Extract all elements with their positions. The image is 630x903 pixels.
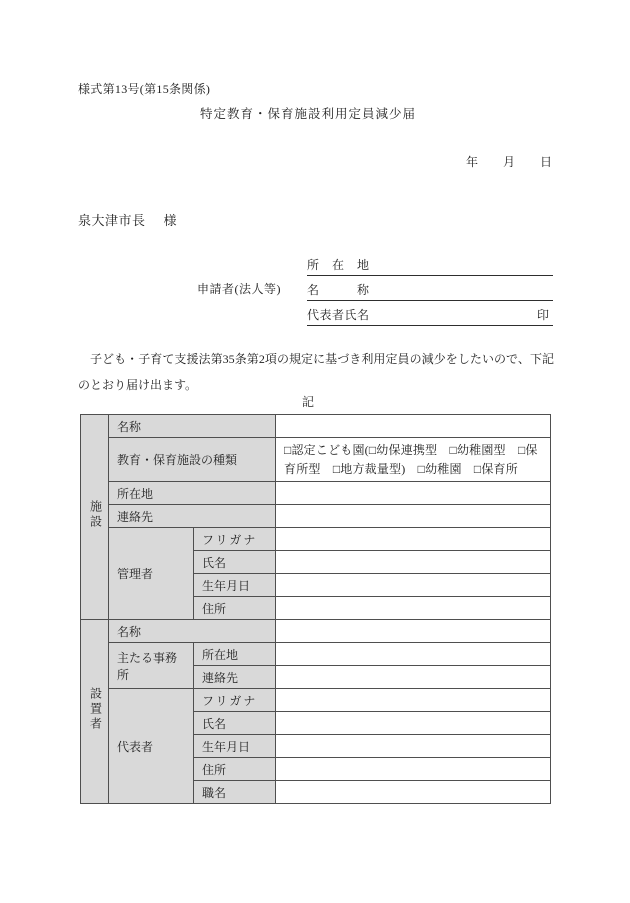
founder-name-label: 名称: [109, 620, 276, 643]
applicant-address-line: [307, 251, 553, 276]
representative-name-value: [276, 712, 551, 735]
facility-address-label: 所在地: [109, 482, 276, 505]
document-title: 特定教育・保育施設利用定員減少届: [199, 107, 416, 121]
section-founder: [81, 620, 109, 804]
manager-name-label: 氏名: [194, 551, 276, 574]
facility-contact-value: [276, 505, 551, 528]
representative-group-label: 代表者: [109, 689, 194, 804]
manager-name-value: [276, 551, 551, 574]
section-facility-label: 施設: [88, 500, 103, 530]
section-founder-label: 設置者: [88, 687, 103, 732]
head-office-contact-value: [276, 666, 551, 689]
form-number: 様式第13号(第15条関係): [78, 82, 211, 96]
representative-title-value: [276, 781, 551, 804]
applicant-representative-label: 代表者氏名: [307, 308, 369, 322]
applicant-fields: [307, 251, 553, 326]
addressee-line: [78, 210, 177, 229]
founder-name-value: [276, 620, 551, 643]
applicant-label: 申請者(法人等): [197, 282, 281, 296]
head-office-address-value: [276, 643, 551, 666]
record-marker: 記: [301, 395, 314, 409]
applicant-name-line: [307, 276, 553, 301]
representative-name-label: 氏名: [194, 712, 276, 735]
seal-mark: 印: [536, 308, 549, 322]
head-office-contact-label: 連絡先: [194, 666, 276, 689]
date-month-label: 月: [502, 155, 515, 169]
applicant-address-label: 所在地: [307, 258, 369, 272]
representative-birthdate-value: [276, 735, 551, 758]
addressee-honorific: 様: [163, 213, 178, 228]
date-line: [466, 153, 552, 170]
facility-name-label: 名称: [109, 415, 276, 438]
manager-furigana-label: フリガナ: [194, 528, 276, 551]
section-facility: [81, 415, 109, 620]
head-office-group-label: 主たる事務所: [109, 643, 194, 689]
manager-birthdate-value: [276, 574, 551, 597]
facility-manager-group-label: 管理者: [109, 528, 194, 620]
manager-furigana-value: [276, 528, 551, 551]
manager-address-label: 住所: [194, 597, 276, 620]
representative-address-value: [276, 758, 551, 781]
representative-furigana-value: [276, 689, 551, 712]
applicant-representative-line: [307, 301, 553, 326]
date-day-label: 日: [539, 155, 552, 169]
facility-table: [80, 414, 551, 804]
representative-address-label: 住所: [194, 758, 276, 781]
facility-address-value: [276, 482, 551, 505]
facility-type-checkboxes: □認定こども園(□幼保連携型 □幼稚園型 □保育所型 □地方裁量型) □幼稚園 □保育所: [276, 438, 551, 482]
body-paragraph: 子ども・子育て支援法第35条第2項の規定に基づき利用定員の減少をしたいので、下記のとおり届け出ます。: [78, 352, 554, 392]
date-year-label: 年: [465, 155, 478, 169]
head-office-address-label: 所在地: [194, 643, 276, 666]
representative-furigana-label: フリガナ: [194, 689, 276, 712]
addressee-name: 泉大津市長: [78, 213, 146, 228]
manager-birthdate-label: 生年月日: [194, 574, 276, 597]
facility-contact-label: 連絡先: [109, 505, 276, 528]
applicant-name-label: 名称: [307, 283, 369, 297]
representative-title-label: 職名: [194, 781, 276, 804]
applicant-block: [197, 251, 553, 326]
manager-address-value: [276, 597, 551, 620]
facility-type-label: 教育・保育施設の種類: [109, 438, 276, 482]
representative-birthdate-label: 生年月日: [194, 735, 276, 758]
facility-name-value: [276, 415, 551, 438]
